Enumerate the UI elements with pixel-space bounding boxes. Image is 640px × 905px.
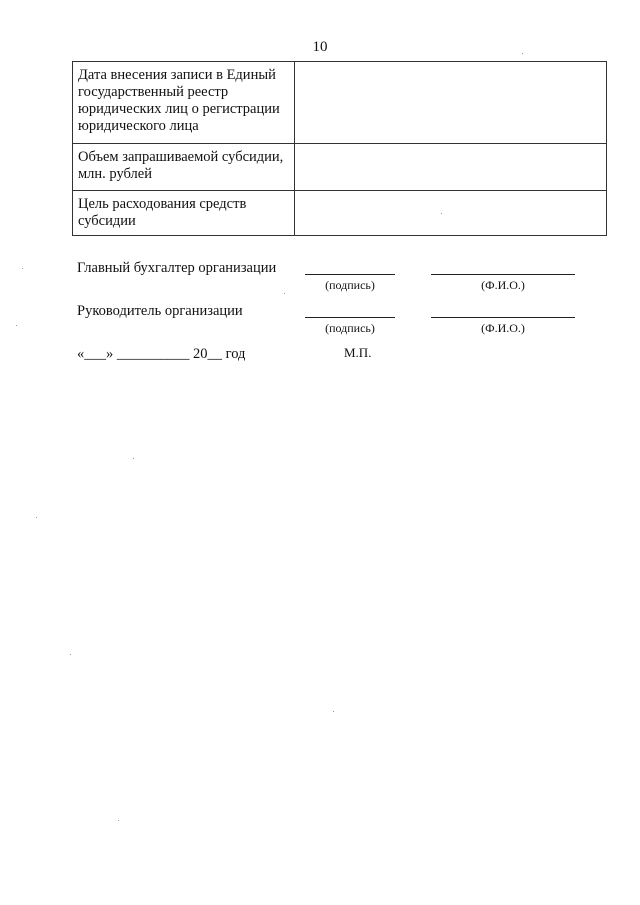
table-label-cell: Дата внесения записи в Единый государственный реестр юридических лиц о регистрации юридического лица <box>73 62 295 144</box>
signature-caption: (подпись) <box>325 278 375 292</box>
signature-caption: (подпись) <box>325 321 375 335</box>
page-number: 10 <box>312 39 328 55</box>
table-row-spending-purpose <box>73 191 607 236</box>
table-value-cell <box>295 144 607 191</box>
chief-accountant-label: Главный бухгалтер организации <box>77 260 277 276</box>
scan-speck <box>36 517 37 518</box>
name-caption: (Ф.И.О.) <box>481 321 525 335</box>
name-line <box>431 274 575 275</box>
name-line <box>431 317 575 318</box>
table-value-cell <box>295 62 607 144</box>
signature-line <box>305 274 395 275</box>
signature-line <box>305 317 395 318</box>
director-label: Руководитель организации <box>77 303 243 319</box>
scan-speck <box>522 53 523 54</box>
director-signature-block <box>0 303 640 343</box>
scan-speck <box>70 654 71 655</box>
table-row-registration-date <box>73 62 607 144</box>
table-row-subsidy-amount <box>73 144 607 191</box>
scan-speck <box>22 268 23 269</box>
scan-speck <box>284 293 285 294</box>
stamp-placeholder: М.П. <box>344 345 372 360</box>
scan-speck <box>133 458 134 459</box>
date-line: «___» __________ 20__ год <box>77 346 246 362</box>
table-label-cell: Объем запрашиваемой субсидии, млн. рублей <box>73 144 295 191</box>
scan-speck <box>118 820 119 821</box>
table-value-cell <box>295 191 607 236</box>
info-table <box>72 61 607 236</box>
chief-accountant-signature-block <box>0 260 640 300</box>
name-caption: (Ф.И.О.) <box>481 278 525 292</box>
scan-speck <box>333 711 334 712</box>
scan-speck <box>16 325 17 326</box>
scan-speck <box>441 213 442 214</box>
table-label-cell: Цель расходования средств субсидии <box>73 191 295 236</box>
